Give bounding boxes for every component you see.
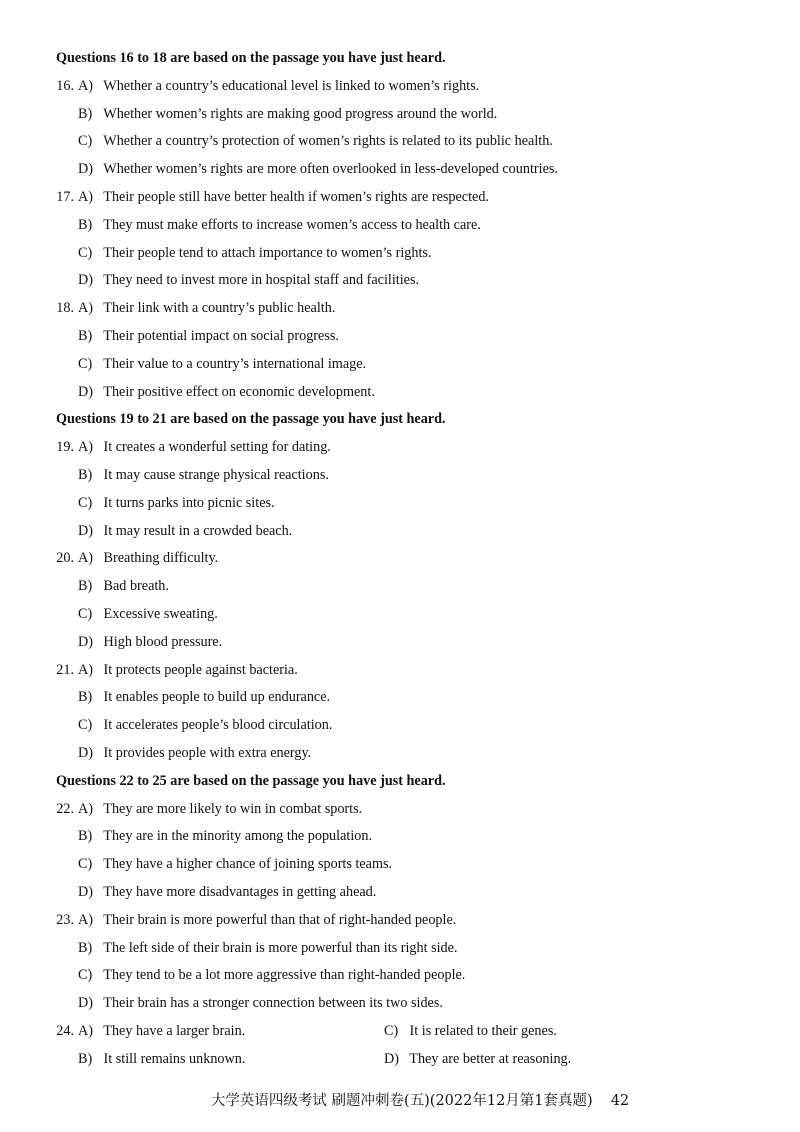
option-text: The left side of their brain is more powerful than its right side. (103, 939, 458, 956)
option-letter: A) (78, 439, 93, 456)
question-option (0, 267, 800, 295)
option-letter: A) (78, 911, 93, 928)
question-option (0, 629, 800, 657)
question-option-row (0, 1046, 800, 1074)
option-letter: B) (78, 327, 93, 344)
option-text: They are in the minority among the population. (103, 828, 373, 845)
question-option (0, 935, 800, 963)
option-text: Their people tend to attach importance to women’s rights. (103, 244, 432, 261)
question-option (0, 212, 800, 240)
option-letter: C) (78, 355, 93, 372)
question-number: 21. (56, 661, 74, 678)
option-text: It creates a wonderful setting for dating. (103, 439, 331, 456)
option-letter: D) (384, 1050, 399, 1067)
question-option (0, 879, 800, 907)
option-letter: D) (78, 995, 93, 1012)
question-number: 24. (56, 1022, 74, 1039)
question-option (0, 990, 800, 1018)
question-option (0, 184, 800, 212)
option-text: Excessive sweating. (103, 605, 218, 622)
question-option (0, 156, 800, 184)
option-text: It still remains unknown. (103, 1050, 246, 1067)
question-option (0, 851, 800, 879)
option-text: It turns parks into picnic sites. (103, 494, 275, 511)
option-text: Whether women’s rights are more often overlooked in less-developed countries. (103, 161, 558, 178)
footer-title: 大学英语四级考试 刷题冲刺卷(五)(2022年12月第1套真题) (210, 1093, 593, 1109)
option-letter: C) (78, 494, 93, 511)
option-letter: D) (78, 272, 93, 289)
question-option (0, 379, 800, 407)
question-option (0, 823, 800, 851)
question-option (0, 518, 800, 546)
question-number: 20. (56, 550, 74, 567)
option-letter: A) (78, 188, 93, 205)
page-footer (0, 1089, 800, 1110)
question-option (0, 101, 800, 129)
option-letter: B) (78, 689, 93, 706)
question-option (0, 712, 800, 740)
question-option (0, 73, 800, 101)
option-text: They are more likely to win in combat sports. (103, 800, 363, 817)
option-text: Their link with a country’s public health. (103, 300, 336, 317)
question-option (0, 684, 800, 712)
option-letter: D) (78, 744, 93, 761)
question-number: 16. (56, 77, 74, 94)
question-option (0, 434, 800, 462)
option-letter: B) (78, 828, 93, 845)
option-letter: B) (78, 466, 93, 483)
question-option (0, 462, 800, 490)
option-text: Their brain is more powerful than that of right-handed people. (103, 911, 457, 928)
question-option (0, 657, 800, 685)
option-letter: D) (78, 883, 93, 900)
option-text: Breathing difficulty. (103, 550, 219, 567)
question-option (0, 740, 800, 768)
section-heading: Questions 19 to 21 are based on the passage you have just heard. (56, 411, 446, 428)
question-option (0, 573, 800, 601)
questions-content (0, 45, 800, 1073)
option-letter: D) (78, 633, 93, 650)
question-option (0, 601, 800, 629)
question-option (0, 545, 800, 573)
page-number: 42 (610, 1093, 630, 1109)
option-text: It provides people with extra energy. (103, 744, 312, 761)
option-text: It may cause strange physical reactions. (103, 466, 329, 483)
option-text: Their people still have better health if women’s rights are respected. (103, 188, 489, 205)
option-text: They have more disadvantages in getting ahead. (103, 883, 377, 900)
option-letter: B) (78, 1050, 93, 1067)
option-letter: D) (78, 383, 93, 400)
option-letter: D) (78, 161, 93, 178)
question-option (0, 323, 800, 351)
option-text: Bad breath. (103, 578, 169, 595)
question-number: 23. (56, 911, 74, 928)
question-option (0, 295, 800, 323)
option-text: It is related to their genes. (409, 1022, 557, 1039)
option-text: Whether a country’s protection of women’s rights is related to its public health. (103, 133, 553, 150)
question-option (0, 907, 800, 935)
section-heading: Questions 16 to 18 are based on the passage you have just heard. (56, 50, 446, 66)
option-text: Their value to a country’s international image. (103, 355, 367, 372)
option-letter: C) (78, 133, 93, 150)
option-text: They need to invest more in hospital staff and facilities. (103, 272, 420, 289)
option-text: They are better at reasoning. (409, 1050, 572, 1067)
question-option (384, 1018, 557, 1046)
option-letter: C) (78, 605, 93, 622)
option-letter: C) (384, 1022, 399, 1039)
option-letter: B) (78, 216, 93, 233)
section-heading: Questions 22 to 25 are based on the passage you have just heard. (56, 772, 446, 789)
option-text: It enables people to build up endurance. (103, 689, 331, 706)
option-text: Their potential impact on social progress. (103, 327, 339, 344)
option-text: They tend to be a lot more aggressive than right-handed people. (103, 967, 466, 984)
option-text: It accelerates people’s blood circulation. (103, 717, 333, 734)
question-number: 17. (56, 188, 74, 205)
option-text: It may result in a crowded beach. (103, 522, 293, 539)
question-option-row (0, 1018, 800, 1046)
option-text: Whether women’s rights are making good progress around the world. (103, 105, 498, 122)
option-letter: C) (78, 717, 93, 734)
option-text: High blood pressure. (103, 633, 223, 650)
question-number: 22. (56, 800, 74, 817)
question-option (0, 240, 800, 268)
option-letter: B) (78, 578, 93, 595)
option-letter: A) (78, 77, 93, 94)
option-letter: B) (78, 105, 93, 122)
option-letter: C) (78, 244, 93, 261)
option-letter: A) (78, 300, 93, 317)
option-text: They must make efforts to increase women’s access to health care. (103, 216, 481, 233)
option-text: Their brain has a stronger connection between its two sides. (103, 995, 443, 1012)
option-letter: A) (78, 1022, 93, 1039)
option-letter: D) (78, 522, 93, 539)
option-letter: C) (78, 856, 93, 873)
option-letter: C) (78, 967, 93, 984)
question-option (384, 1046, 571, 1074)
question-number: 18. (56, 300, 74, 317)
question-option (0, 351, 800, 379)
option-letter: A) (78, 661, 93, 678)
question-number: 19. (56, 439, 74, 456)
option-text: They have a higher chance of joining sports teams. (103, 856, 393, 873)
option-text: Their positive effect on economic development. (103, 383, 375, 400)
question-option (0, 962, 800, 990)
option-letter: A) (78, 800, 93, 817)
question-option (0, 490, 800, 518)
option-letter: A) (78, 550, 93, 567)
option-text: They have a larger brain. (103, 1022, 246, 1039)
question-option (0, 128, 800, 156)
option-text: It protects people against bacteria. (103, 661, 298, 678)
option-letter: B) (78, 939, 93, 956)
question-option (0, 796, 800, 824)
option-text: Whether a country’s educational level is linked to women’s rights. (103, 77, 480, 94)
